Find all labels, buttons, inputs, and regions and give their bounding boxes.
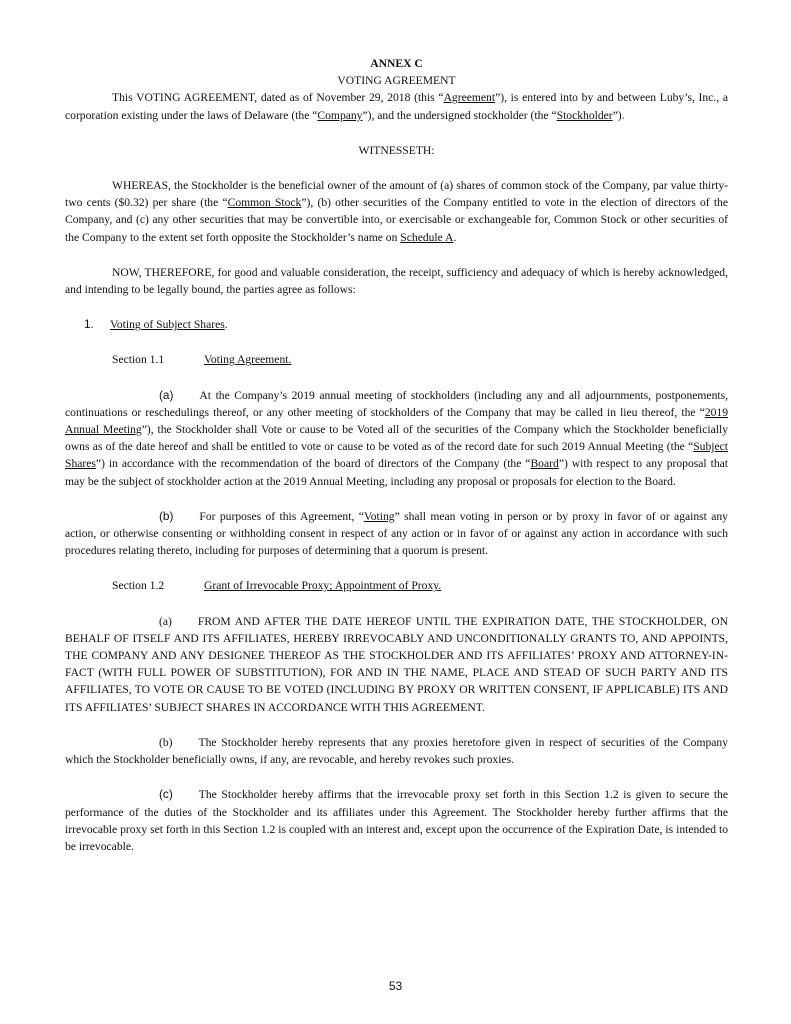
annex-title: ANNEX C [370,57,423,70]
section-1-2-heading [65,577,728,594]
document-page [65,55,728,855]
section-title: Voting Agreement. [204,353,292,367]
clause-marker: (b) [159,735,173,749]
defined-term-company: Company [317,108,363,122]
intro-paragraph: This VOTING AGREEMENT, dated as of November 29, 2018 (this “Agreement”), is entered into by and between Luby’s, Inc., a corporation existing under the laws of Delaware (the “Company”), and the undersigned stockholder (the “Stockholder”). [65,91,729,122]
section-1-1-a-paragraph: (a) At the Company’s 2019 annual meeting of stockholders (including any and all adjournments, postponements, continuations or reschedulings thereof, or any other meeting of stockholders of the Company that may be called in lieu thereof, the “2019 Annual Meeting”), the Stockholder shall Vote or cause to be Voted all of the securities of the Company which the Stockholder beneficially owns as of the date hereof and shall be entitled to vote or cause to be voted as of the record date for such 2019 Annual Meeting (the “Subject Shares”) in accordance with the recommendation of the board of directors of the Company (the “Board”) with respect to any proposal that may be the subject of stockholder action at the 2019 Annual Meeting, including any proposal or proposals for election to the Board. [65,387,728,488]
defined-term-stockholder: Stockholder [556,108,613,122]
witnesseth-heading: WITNESSETH: [358,143,435,157]
section-1-1-heading [65,351,728,368]
article-number: 1. [84,317,94,332]
section-1-1-b-paragraph: (b) For purposes of this Agreement, “Voting” shall mean voting in person or by proxy in favor of or against any action, or otherwise consenting or withholding consent in respect of any action or in favor of or against any action in accordance with such procedures relating thereto, including for purposes of determining that a quorum is present. [65,508,728,558]
now-therefore-paragraph: NOW, THEREFORE, for good and valuable consideration, the receipt, sufficiency and adequacy of which is hereby acknowledged, and intending to be legally bound, the parties agree as follows: [65,265,728,297]
defined-term-2019-annual-meeting: 2019 Annual Meeting [65,405,728,437]
page-number: 53 [388,979,403,993]
article-title: Voting of Subject Shares [110,318,225,332]
section-1-2-b-paragraph: (b) The Stockholder hereby represents that any proxies heretofore given in respect of securities of the Company which the Stockholder beneficially owns, if any, are revocable, and hereby revokes such proxies. [65,735,728,767]
defined-term-voting: Voting [363,509,395,523]
defined-term-common-stock: Common Stock [227,196,302,210]
clause-marker: (b) [159,508,174,523]
document-title: VOTING AGREEMENT [337,74,456,88]
defined-term-agreement: Agreement [443,91,496,105]
schedule-a-reference: Schedule A [400,230,454,244]
section-label: Section 1.1 [112,353,165,367]
clause-marker: (a) [159,387,174,402]
defined-term-subject-shares: Subject Shares [65,440,728,471]
section-1-2-c-paragraph: (c) The Stockholder hereby affirms that the irrevocable proxy set forth in this Section 1.2 is given to secure the performance of the duties of the Stockholder and its affiliates under this Agreement. The Stockholder hereby further affirms that the irrevocable proxy set forth in this Section 1.2 is coupled with an interest and, except upon the occurrence of the Expiration Date, is intended to be irrevocable. [65,787,728,853]
clause-marker: (a) [159,614,172,628]
defined-term-board: Board [530,457,559,471]
section-label: Section 1.2 [112,579,165,593]
section-1-2-a-paragraph: (a) FROM AND AFTER THE DATE HEREOF UNTIL THE EXPIRATION DATE, THE STOCKHOLDER, ON BEHALF OF ITSELF AND ITS AFFILIATES, HEREBY IRREVOCABLY AND UNCONDITIONALLY GRANTS TO, AND APPOINTS, THE COMPANY AND ANY DESIGNEE THEREOF AS THE STOCKHOLDER AND ITS AFFILIATES’ PROXY AND ATTORNEY-IN-FACT (WITH FULL POWER OF SUBSTITUTION), FOR AND IN THE NAME, PLACE AND STEAD OF SUCH PARTY AND ITS AFFILIATES, TO VOTE OR CAUSE TO BE VOTED (INCLUDING BY PROXY OR WRITTEN CONSENT, IF APPLICABLE) ITS AND ITS AFFILIATES’ SUBJECT SHARES IN ACCORDANCE WITH THIS AGREEMENT. [65,614,728,714]
section-title: Grant of Irrevocable Proxy; Appointment of Proxy. [204,579,442,593]
article-1-heading: 1. Voting of Subject Shares. [65,316,728,333]
clause-marker: (c) [159,787,173,802]
whereas-paragraph: WHEREAS, the Stockholder is the beneficial owner of the amount of (a) shares of common stock of the Company, par value thirty-two cents ($0.32) per share (the “Common Stock”), (b) other securities of the Company entitled to vote in the election of directors of the Company, and (c) any other securities that may be convertible into, or exercisable or exchangeable for, Common Stock or other securities of the Company to the extent set forth opposite the Stockholder’s name on Schedule A. [65,179,728,244]
